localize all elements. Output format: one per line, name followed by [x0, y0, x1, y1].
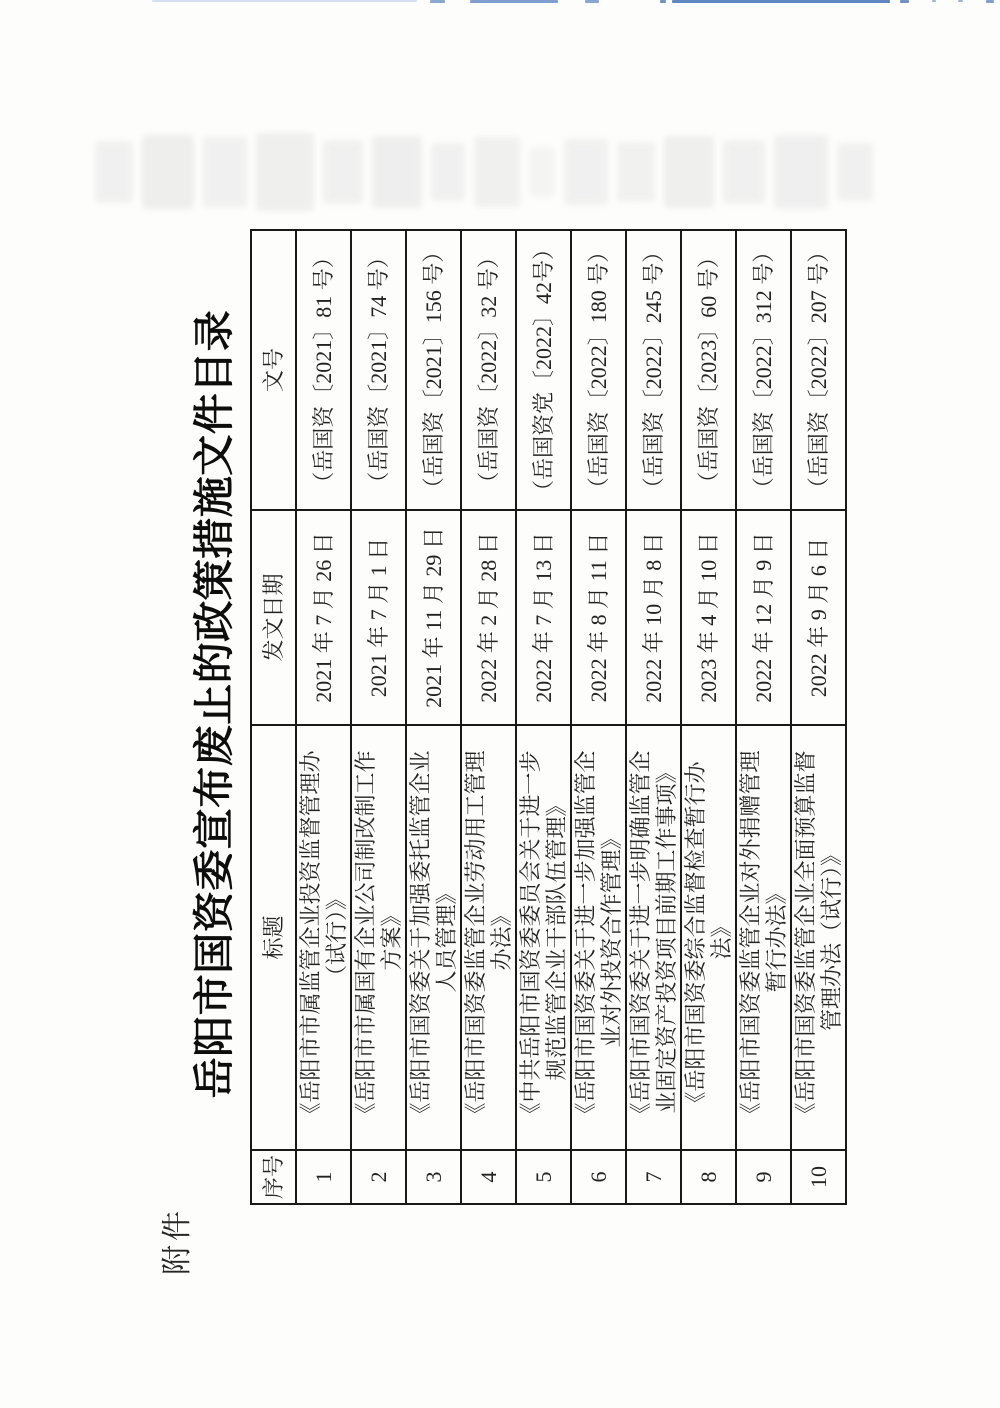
title-line: 规范监管企业干部队伍管理》	[543, 794, 569, 1081]
title-cell	[516, 725, 571, 1150]
date-cell: 2022 年 9 月 6 日	[791, 510, 846, 725]
title-cell	[626, 725, 681, 1150]
date-cell: 2022 年 8 月 11 日	[571, 510, 626, 725]
date-cell: 2021 年 11 月 29 日	[406, 510, 461, 725]
title-line: 《岳阳市国资委关于进一步加强监管企	[572, 750, 598, 1125]
table-row	[681, 230, 736, 1204]
date-cell: 2022 年 7 月 13 日	[516, 510, 571, 725]
doc-no-cell: （岳国资〔2022〕32 号）	[461, 230, 516, 510]
table-row	[461, 230, 516, 1204]
title-line: 法》	[708, 915, 734, 960]
title-line: 人员管理》	[433, 882, 459, 993]
title-line: 方案》	[378, 904, 404, 971]
title-cell	[571, 725, 626, 1150]
doc-no-cell: （岳国资〔2022〕207 号）	[791, 230, 846, 510]
date-cell: 2023 年 4 月 10 日	[681, 510, 736, 725]
title-line: 《岳阳市国资委综合监督检查暂行办	[682, 761, 708, 1114]
title-line: 《岳阳市国资委监管企业全面预算监督	[792, 750, 818, 1125]
seq-cell: 10	[791, 1150, 846, 1204]
title-line: 办法》	[488, 904, 514, 971]
table-row	[736, 230, 791, 1204]
attachment-label: 附件	[161, 1207, 194, 1275]
column-header-doc-no: 文号	[251, 230, 296, 510]
title-line: 《岳阳市国资委监管企业对外捐赠管理	[737, 750, 763, 1125]
title-line: 《岳阳市国资委监管企业劳动用工管理	[462, 750, 488, 1125]
title-line: 《中共岳阳市国资委委员会关于进一步	[517, 750, 543, 1125]
table-row	[296, 230, 351, 1204]
column-header-title: 标题	[251, 725, 296, 1150]
date-cell: 2021 年 7 月 1 日	[351, 510, 406, 725]
title-line: 《岳阳市国资委关于进一步明确监管企	[627, 750, 653, 1125]
table-header-row	[251, 230, 296, 1204]
doc-no-cell: （岳国资〔2021〕81 号）	[296, 230, 351, 510]
doc-no-cell: （岳国资〔2022〕245 号）	[626, 230, 681, 510]
title-cell	[461, 725, 516, 1150]
seq-cell: 6	[571, 1150, 626, 1204]
seq-cell: 2	[351, 1150, 406, 1204]
title-line: 《岳阳市国资委关于加强委托监管企业	[407, 750, 433, 1125]
title-line: （试行）》	[323, 888, 349, 988]
seq-cell: 8	[681, 1150, 736, 1204]
doc-no-cell: （岳国资党〔2022〕42号）	[516, 230, 571, 510]
title-cell	[351, 725, 406, 1150]
column-header-seq: 序号	[251, 1150, 296, 1204]
title-cell	[296, 725, 351, 1150]
date-cell: 2021 年 7 月 26 日	[296, 510, 351, 725]
table-row	[351, 230, 406, 1204]
doc-no-cell: （岳国资〔2022〕180 号）	[571, 230, 626, 510]
table-row	[516, 230, 571, 1204]
abolished-documents-table	[250, 229, 847, 1205]
date-cell: 2022 年 10 月 8 日	[626, 510, 681, 725]
date-cell: 2022 年 2 月 28 日	[461, 510, 516, 725]
doc-no-cell: （岳国资〔2022〕312 号）	[736, 230, 791, 510]
title-line: 管理办法（试行）》	[818, 844, 844, 1032]
seq-cell: 1	[296, 1150, 351, 1204]
doc-no-cell: （岳国资〔2023〕60 号）	[681, 230, 736, 510]
table-row	[406, 230, 461, 1204]
doc-no-cell: （岳国资〔2021〕74 号）	[351, 230, 406, 510]
title-cell	[736, 725, 791, 1150]
title-cell	[406, 725, 461, 1150]
date-cell: 2022 年 12 月 9 日	[736, 510, 791, 725]
doc-no-cell: （岳国资〔2021〕156 号）	[406, 230, 461, 510]
page-title: 岳阳市国资委宣布废止的政策措施文件目录	[191, 309, 237, 1099]
title-line: 《岳阳市市属监管企业投资监督管理办	[297, 750, 323, 1125]
title-line: 业对外投资合作管理》	[598, 827, 624, 1048]
title-line: 暂行办法》	[763, 882, 789, 993]
seq-cell: 5	[516, 1150, 571, 1204]
table-row	[791, 230, 846, 1204]
title-line: 《岳阳市市属国有企业公司制改制工作	[352, 750, 378, 1125]
seq-cell: 3	[406, 1150, 461, 1204]
title-line: 业固定资产投资项目前期工作事项》	[653, 761, 679, 1114]
column-header-date: 发文日期	[251, 510, 296, 725]
table-row	[571, 230, 626, 1204]
seq-cell: 9	[736, 1150, 791, 1204]
title-cell	[681, 725, 736, 1150]
seq-cell: 4	[461, 1150, 516, 1204]
table-row	[626, 230, 681, 1204]
seq-cell: 7	[626, 1150, 681, 1204]
title-cell	[791, 725, 846, 1150]
